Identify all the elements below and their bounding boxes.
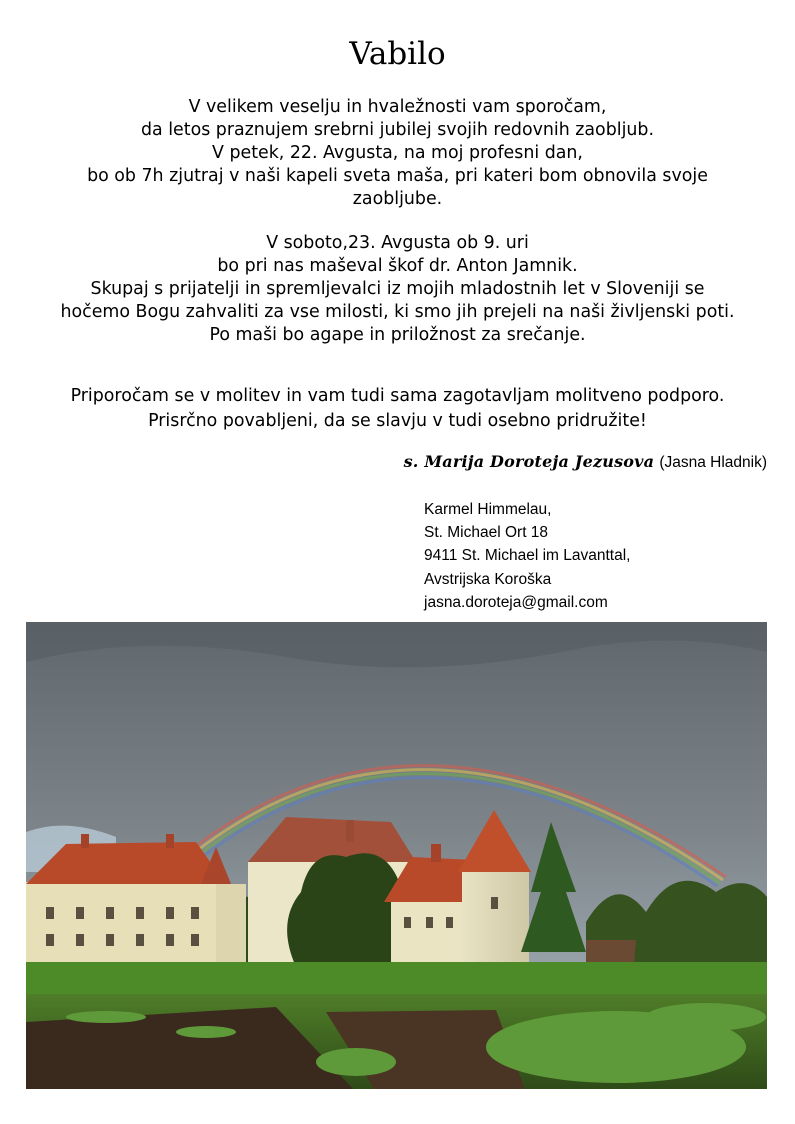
text-line: Priporočam se v molitev in vam tudi sama zagotavljam molitveno podporo.	[70, 386, 725, 406]
signature-civil-name: (Jasna Hladnik)	[659, 454, 767, 471]
text-line: bo pri nas maševal škof dr. Anton Jamnik.	[217, 256, 578, 276]
tower-wall	[462, 872, 529, 967]
address-block	[424, 498, 631, 614]
paragraph-closing	[30, 384, 765, 434]
signature	[404, 452, 767, 472]
lawn	[26, 962, 767, 997]
address-line: Karmel Himmelau,	[424, 501, 552, 518]
address-line: 9411 St. Michael im Lavanttal,	[424, 547, 631, 565]
address-line: Avstrijska Koroška	[424, 570, 552, 588]
page-title: Vabilo	[349, 36, 446, 72]
chimney	[346, 820, 354, 842]
signature-religious-name: s. Marija Doroteja Jezusova	[403, 452, 655, 471]
tower-window	[491, 897, 498, 909]
right-building-wall	[391, 902, 466, 967]
text-line: zaobljube.	[352, 189, 443, 209]
left-wing-wall	[216, 884, 246, 964]
text-line: V petek, 22. Avgusta, na moj profesni dan,	[212, 143, 583, 163]
left-building-wall	[26, 882, 221, 967]
email-text: jasna.doroteja@gmail.com	[424, 593, 608, 611]
text-line: V soboto,23. Avgusta ob 9. uri	[266, 233, 529, 253]
text-line: Skupaj s prijatelji in spremljevalci iz mojih mladostnih let v Sloveniji se	[90, 279, 705, 299]
paragraph-saturday	[30, 232, 765, 347]
text-line: Prisrčno povabljeni, da se slavju v tudi osebno pridružite!	[148, 411, 647, 431]
text-line: bo ob 7h zjutraj v naši kapeli sveta maša, pri kateri bom obnovila svoje	[87, 166, 708, 186]
chimney	[431, 844, 441, 862]
text-line: hočemo Bogu zahvaliti za vse milosti, ki smo jih prejeli na naši življenski poti.	[60, 302, 735, 322]
address-line: St. Michael Ort 18	[424, 524, 549, 542]
monastery-rainbow-photo	[26, 622, 767, 1089]
text-line: Po maši bo agape in priložnost za srečanje.	[209, 325, 586, 345]
chimney	[81, 834, 89, 848]
paragraph-announcement	[30, 96, 765, 211]
text-line: da letos praznujem srebrni jubilej svojih redovnih zaobljub.	[141, 120, 654, 140]
chimney	[166, 834, 174, 848]
text-line: V velikem veselju in hvaležnosti vam sporočam,	[188, 97, 607, 117]
